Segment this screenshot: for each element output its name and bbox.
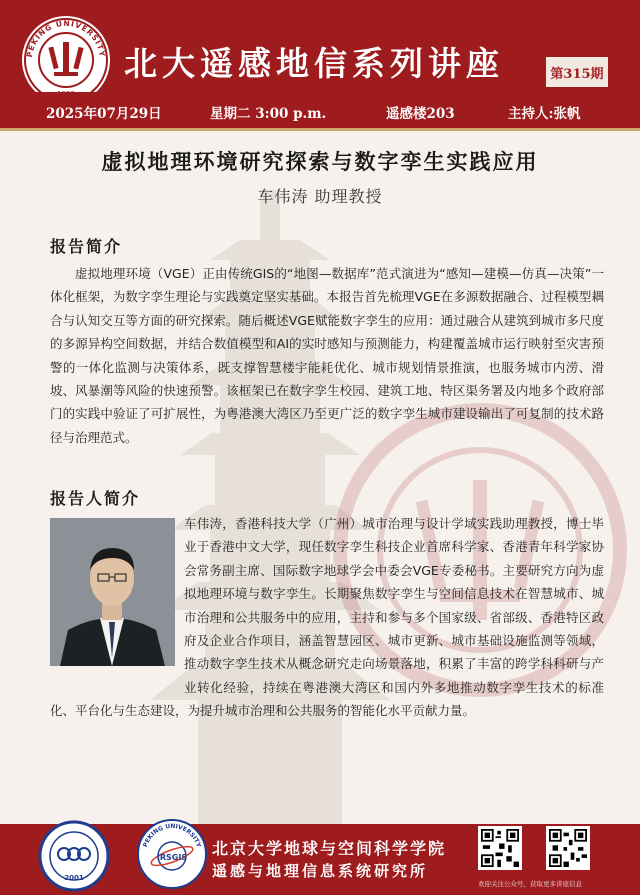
event-info-bar xyxy=(0,92,640,128)
footer-follow-note: 欢迎关注公众号，获取更多讲座信息 xyxy=(478,880,582,888)
qr-code-2[interactable] xyxy=(546,826,590,870)
bio-block xyxy=(50,512,604,723)
speaker-name: 车伟涛 助理教授 xyxy=(257,187,383,206)
footer-institute-name: 遥感与地理信息系统研究所 xyxy=(212,862,429,880)
svg-text:2001: 2001 xyxy=(64,874,84,882)
event-location: 遥感楼203 xyxy=(386,106,455,122)
abstract-heading: 报告简介 xyxy=(50,237,123,256)
footer-school-name: 北京大学地球与空间科学学院 xyxy=(212,839,447,858)
institute-logo-icon xyxy=(38,820,110,892)
qr-code-1[interactable] xyxy=(478,826,522,870)
svg-text:IRSGIS: IRSGIS xyxy=(156,853,188,862)
event-weekday-time: 星期二 3:00 p.m. xyxy=(210,106,327,122)
bio-heading: 报告人简介 xyxy=(50,489,141,508)
svg-text:PEKING UNIVERSITY: PEKING UNIVERSITY xyxy=(142,822,202,849)
photo-float-space xyxy=(50,512,184,676)
series-title: 北大遥感地信系列讲座 xyxy=(124,44,504,83)
qr-code-icon xyxy=(549,829,587,867)
header-divider xyxy=(0,128,640,131)
svg-text:PEKING UNIVERSITY: PEKING UNIVERSITY xyxy=(25,18,107,58)
event-host: 主持人:张帆 xyxy=(508,106,581,122)
issue-number-badge: 第315期 xyxy=(546,57,608,87)
abstract-text: 虚拟地理环境（VGE）正由传统GIS的“地图—数据库”范式演进为“感知—建模—仿真—决策”一体化框架，为数字孪生理论与实践奠定坚实基础。本报告首先梳理VGE在多源数据融合、过程模型耦合与认知交互等方面的研究探索。随后概述VGE赋能数字孪生的应用：通过融合从建筑到城市多尺度的多源异构空间数据，并结合数值模型和AI的实时感知与预测能力，构建覆盖城市运行映射至灾害预警的一体化监测与决策体系，既支撑智慧楼宇能耗优化、城市规划情景推演，也服务城市内涝、滑坡、风暴潮等风险的快速预警。该框架已在数字孪生校园、建筑工地、特区渠务署及内地多个政府部门的实践中验证了可扩展性，为粤港澳大湾区乃至更广泛的数字孪生城市建设输出了可复制的技术路径与治理范式。 xyxy=(50,266,604,445)
bio-text: 车伟涛，香港科技大学（广州）城市治理与设计学域实践助理教授，博士毕业于香港中文大学，现任数字孪生科技企业首席科学家、香港青年科学家协会常务副主席、国际数字地球学会中委会VGE专委秘书。主要研究方向为虚拟地理环境与数字孪生。长期聚焦数字孪生与空间信息技术在智慧城市、城市治理和公共服务中的应用，主持和参与多个国家级、省部级、香港特区政府及企业合作项目，涵盖智慧园区、城市更新、城市基础设施监测等领域，推动数字孪生技术从概念研究走向场景落地，积累了丰富的跨学科科研与产业转化经验，持续在粤港澳大湾区和国内外多地推动数字孪生技术的标准化、平台化与生态建设，为提升城市治理和公共服务的智能化水平贡献力量。 xyxy=(50,516,604,719)
talk-title: 虚拟地理环境研究探索与数字孪生实践应用 xyxy=(101,149,539,174)
event-date: 2025年07月29日 xyxy=(46,106,162,122)
qr-code-icon xyxy=(481,829,519,867)
irsgis-logo-icon xyxy=(136,818,208,890)
